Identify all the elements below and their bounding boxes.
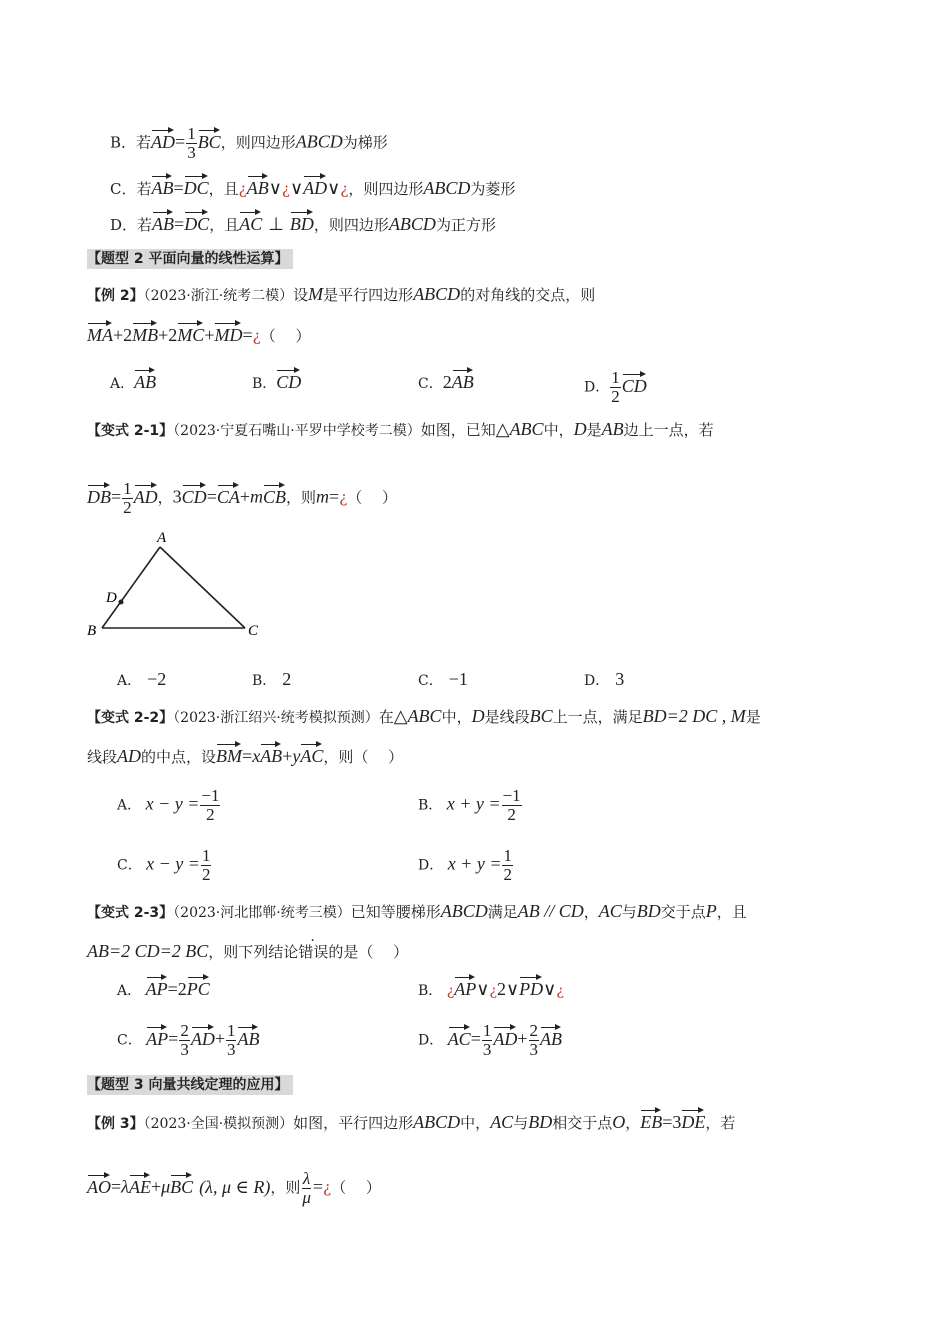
side-ab — [102, 547, 160, 628]
vec-BC: BC — [198, 129, 221, 153]
variant-2-3-option-c[interactable]: C． AP= $\frac{2}{3}$ AD+ $\frac{1}{3}$ AB — [117, 1021, 260, 1059]
example-2-option-a[interactable]: A．AB — [110, 369, 156, 395]
variant-2-3-option-a[interactable]: A． AP=2PC — [117, 976, 210, 1002]
variant-2-1-option-b[interactable]: B． 2 — [252, 669, 292, 689]
prev-option-d: D．若AB=DC，且AC ⊥ BD，则四边形ABCD为正方形 — [110, 211, 496, 236]
triangle-figure — [82, 525, 272, 645]
variant-2-2-option-a[interactable]: A． x − y = $\frac{-1}{2}$ — [117, 786, 220, 824]
section-heading-3: 【题型 3 向量共线定理的应用】 — [87, 1075, 293, 1095]
vertex-b-label: B — [87, 623, 97, 639]
variant-2-1-expression: DB= $\frac{1}{2}$ AD，3CD=CA+mCB，则m=¿（ ） — [87, 479, 398, 517]
variant-2-2-stem: 【变式 2-2】（2023·浙江绍兴·统考模拟预测）在△ABC中，D是线段BC上一点，满足BD=2 DC , M是 — [87, 706, 761, 726]
section-heading-2: 【题型 2 平面向量的线性运算】 — [87, 249, 293, 269]
example-3-stem: 【例 3】（2023·全国·模拟预测）如图，平行四边形ABCD中，AC与BD相交于点O，EB=3DE，若 — [87, 1109, 735, 1135]
emphasis-dots: 错误 — [298, 943, 329, 961]
example-2-option-b[interactable]: B．CD — [252, 369, 301, 395]
variant-2-1-option-d[interactable]: D． 3 — [584, 669, 625, 689]
source: （2023·浙江·统考二模） — [143, 288, 294, 304]
point-d — [119, 600, 124, 605]
side-ac — [160, 547, 245, 628]
variant-2-3-stem-line2: AB=2 CD=2 BC，则下列结论错误的是（ ） — [87, 941, 409, 961]
variant-2-2-option-b[interactable]: B． x + y = $\frac{-1}{2}$ — [418, 786, 521, 824]
variant-2-2-option-c[interactable]: C． x − y = $\frac{1}{2}$ — [117, 846, 211, 884]
variant-2-1-option-c[interactable]: C． −1 — [418, 669, 468, 689]
variant-2-3-stem: 【变式 2-3】（2023·河北邯郸·统考三模）已知等腰梯形ABCD满足AB // CD，AC与BD交于点P，且 — [87, 901, 747, 921]
vertex-c-label: C — [248, 623, 259, 639]
example-2-option-c[interactable]: C．2AB — [418, 369, 474, 395]
example-2-expression: MA+2MB+2MC+MD=¿（ ） — [87, 322, 310, 347]
vec-AD: AD — [151, 129, 175, 153]
vertex-a-label: A — [157, 530, 167, 546]
prev-option-b: B．若AD= $\frac{1}{3}$ BC，则四边形ABCD为梯形 — [110, 124, 388, 162]
fraction: $\frac{1}{3}$ — [187, 124, 196, 162]
example-2-option-d[interactable]: D． $\frac{1}{2}$ CD — [584, 368, 647, 406]
example-2-stem: 【例 2】（2023·浙江·统考二模）设M是平行四边形ABCD的对角线的交点，则 — [87, 284, 596, 304]
variant-2-2-stem-line2: 线段AD的中点，设BM=xAB+yAC，则（ ） — [87, 743, 403, 768]
variant-2-1-option-a[interactable]: A． −2 — [117, 669, 167, 689]
example-3-expression: AO=λAE+μBC (λ, μ ∈ R)，则 $\frac{\lambda}{\mu}$ =¿（ ） — [87, 1169, 381, 1207]
variant-2-1-stem: 【变式 2-1】（2023·宁夏石嘴山·平罗中学校考二模）如图，已知△ABC中，D是AB边上一点，若 — [87, 419, 714, 439]
option-label: B．若 — [110, 133, 152, 152]
variant-2-2-option-d[interactable]: D． x + y = $\frac{1}{2}$ — [418, 846, 512, 884]
point-d-label: D — [106, 590, 117, 606]
example-tag: 【例 2】 — [87, 288, 144, 304]
prev-option-c: C．若AB=DC，且¿AB∨¿∨AD∨¿，则四边形ABCD为菱形 — [110, 175, 515, 200]
variant-2-3-option-b[interactable]: B． ¿AP∨¿2∨PD∨¿ — [418, 976, 564, 1002]
variant-2-3-option-d[interactable]: D． AC= $\frac{1}{3}$ AD+ $\frac{2}{3}$ AB — [418, 1021, 563, 1059]
